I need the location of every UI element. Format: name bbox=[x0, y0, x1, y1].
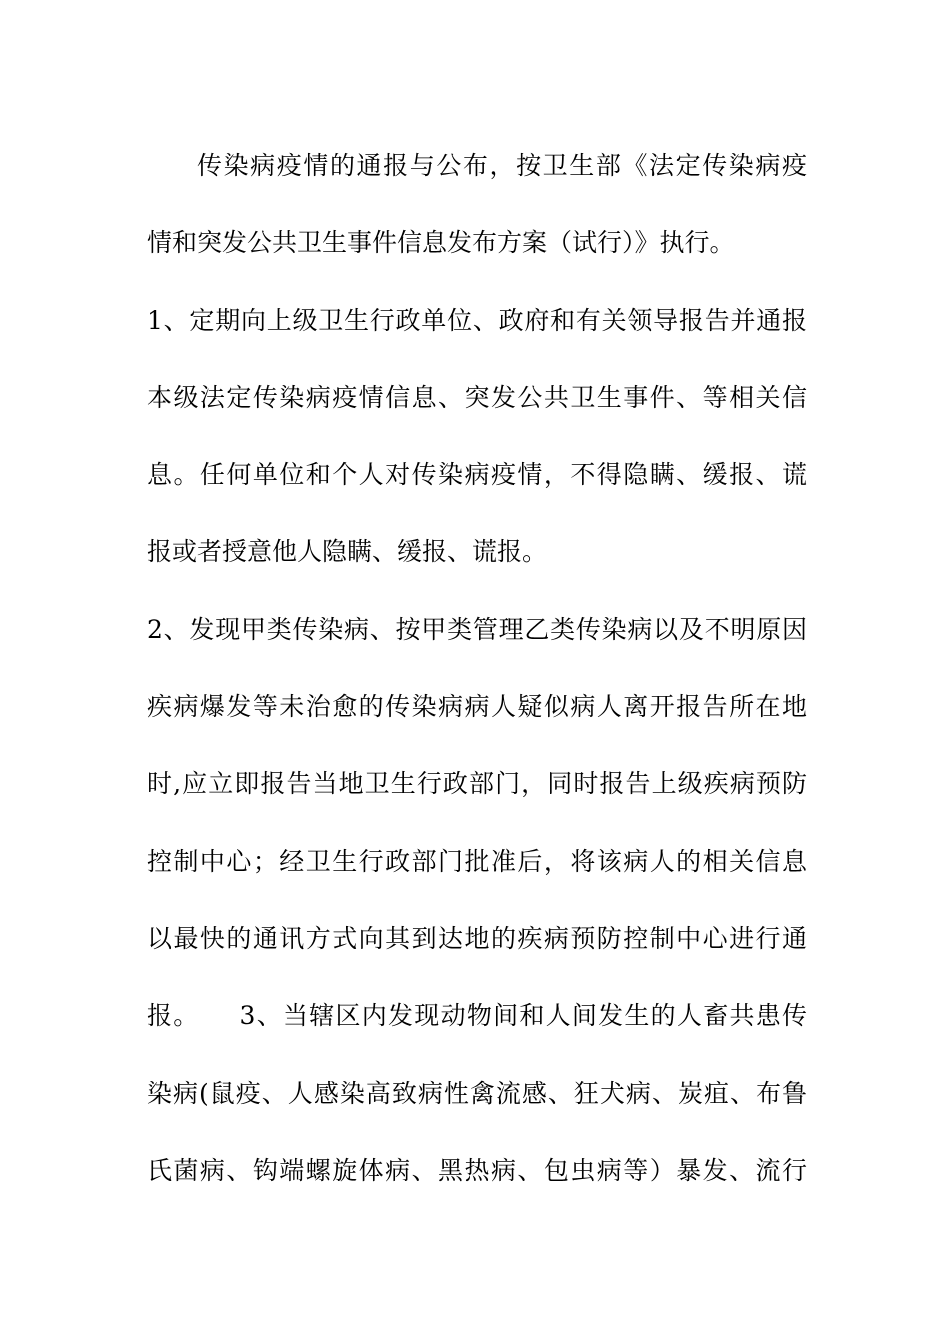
text-line: 控制中心；经卫生行政部门批准后，将该病人的相关信息 bbox=[147, 846, 807, 876]
text-line: 1、定期向上级卫生行政单位、政府和有关领导报告并通报 bbox=[147, 305, 807, 335]
text-line: 疾病爆发等未治愈的传染病病人疑似病人离开报告所在地 bbox=[147, 692, 807, 722]
text-line: 报。 3、当辖区内发现动物间和人间发生的人畜共患传 bbox=[147, 1001, 807, 1031]
body-text bbox=[147, 127, 807, 1209]
text-line: 以最快的通讯方式向其到达地的疾病预防控制中心进行通 bbox=[147, 923, 807, 953]
text-line: 氏菌病、钩端螺旋体病、黑热病、包虫病等）暴发、流行 bbox=[147, 1155, 807, 1185]
text-line: 报或者授意他人隐瞒、缓报、谎报。 bbox=[147, 537, 548, 567]
text-line: 染病(鼠疫、人感染高致病性禽流感、狂犬病、炭疽、布鲁 bbox=[147, 1078, 807, 1108]
text-line: 传染病疫情的通报与公布，按卫生部《法定传染病疫 bbox=[197, 151, 807, 180]
text-line: 时,应立即报告当地卫生行政部门，同时报告上级疾病预防 bbox=[147, 769, 807, 799]
text-line: 息。任何单位和个人对传染病疫情，不得隐瞒、缓报、谎 bbox=[147, 460, 807, 490]
text-line: 本级法定传染病疫情信息、突发公共卫生事件、等相关信 bbox=[147, 382, 807, 412]
text-line: 2、发现甲类传染病、按甲类管理乙类传染病以及不明原因 bbox=[147, 614, 807, 644]
text-line: 情和突发公共卫生事件信息发布方案（试行）》执行。 bbox=[147, 228, 735, 258]
